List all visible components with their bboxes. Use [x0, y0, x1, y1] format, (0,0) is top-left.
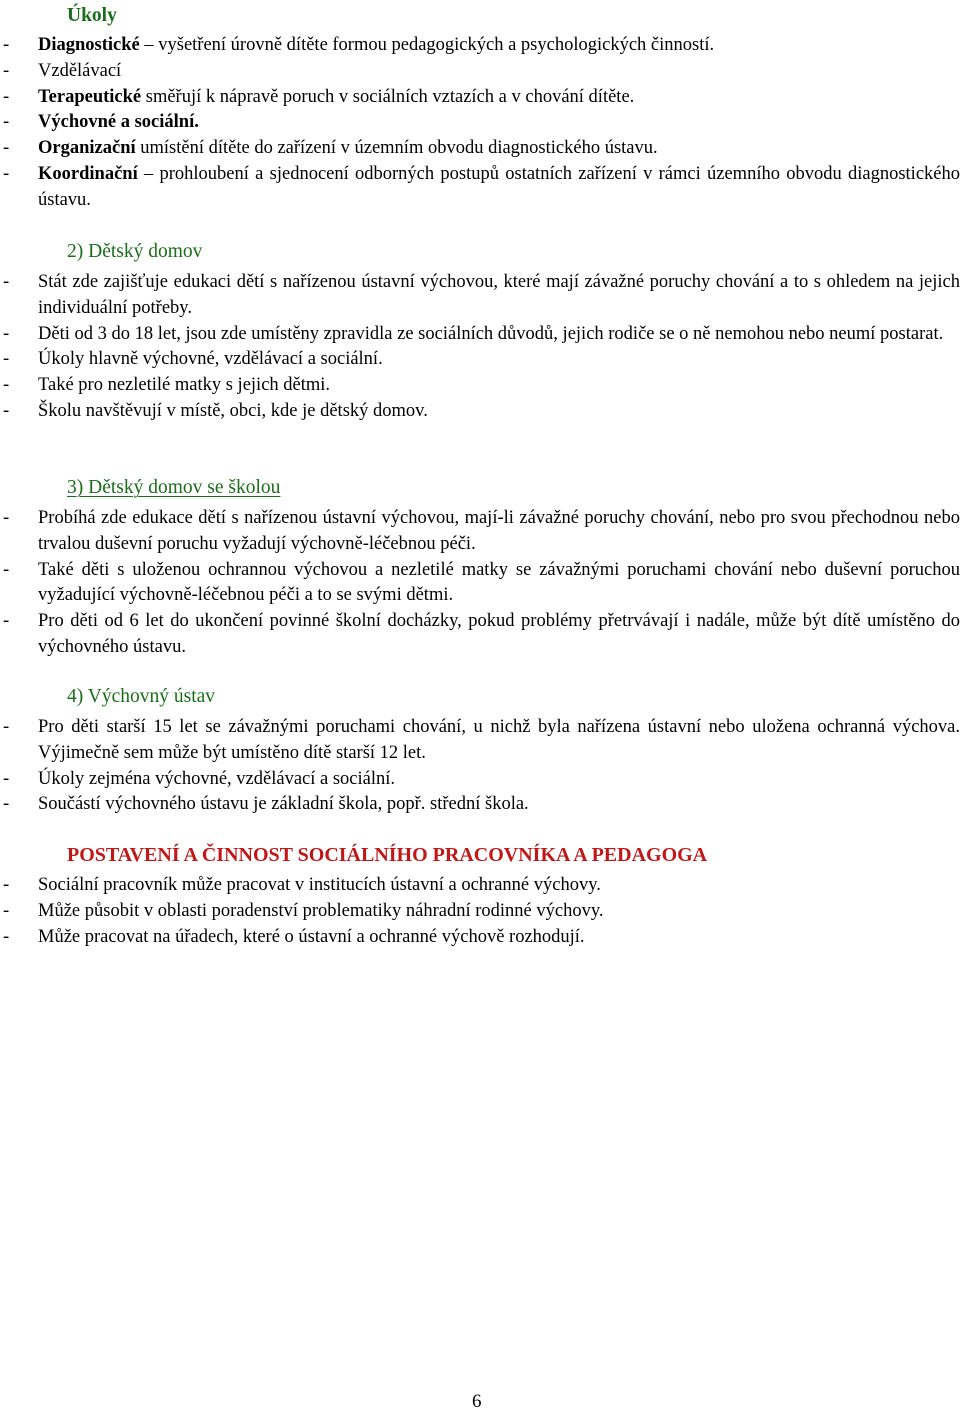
list-item: - Pro děti od 6 let do ukončení povinné školní docházky, pokud problémy přetrvávají i nadále, může být dítě umístěno do výchovného ústavu. [3, 611, 960, 657]
list-item: - Může působit v oblasti poradenství problematiky náhradní rodinné výchovy. [3, 900, 604, 921]
list-item: - Terapeutické směřují k nápravě poruch v sociálních vztazích a v chování dítěte. [3, 86, 635, 107]
list-item: - Součástí výchovného ústavu je základní škola, popř. střední škola. [3, 794, 529, 815]
list-item: - Probíhá zde edukace dětí s nařízenou ústavní výchovou, mají-li závažné poruchy chování, nebo pro svou přechodnou nebo trvalou duševní poruchu vyžadují výchovně-léčebnou péči. [3, 508, 960, 554]
list-item: - Úkoly zejména výchovné, vzdělávací a sociální. [3, 768, 396, 789]
section4-list [0, 715, 960, 818]
tasks-heading: Úkoly [67, 5, 117, 26]
list-item: - Úkoly hlavně výchovné, vzdělávací a sociální. [3, 349, 383, 370]
section2-list [0, 270, 960, 425]
list-item: - Diagnostické – vyšetření úrovně dítěte formou pedagogických a psychologických činností. [3, 35, 715, 55]
section2-heading: 2) Dětský domov [67, 241, 203, 262]
list-item: - Stát zde zajišťuje edukaci dětí s nařízenou ústavní výchovou, které mají závažné poruchy chování a to s ohledem na jejich individuální potřeby. [3, 272, 960, 318]
list-item: - Může pracovat na úřadech, které o ústavní a ochranné výchově rozhodují. [3, 926, 585, 947]
list-item: - Koordinační – prohloubení a sjednocení odborných postupů ostatních zařízení v rámci územního obvodu diagnostického ústavu. [3, 163, 960, 210]
list-item: - Organizační umístění dítěte do zařízení v územním obvodu diagnostického ústavu. [3, 138, 658, 159]
section4-heading: 4) Výchovný ústav [67, 686, 216, 707]
list-item: - Také děti s uloženou ochrannou výchovou a nezletilé matky se závažnými poruchami chování nebo duševní poruchou vyžadující výchovně-léčebnou péči a to se svými dětmi. [3, 559, 960, 606]
tasks-list [0, 33, 960, 214]
list-item: - Děti od 3 do 18 let, jsou zde umístěny zpravidla ze sociálních důvodů, jejich rodiče se o ně nemohou nebo neumí postarat. [3, 323, 944, 344]
list-item: - Také pro nezletilé matky s jejich dětmi. [3, 375, 331, 396]
list-item: - Školu navštěvují v místě, obci, kde je dětský domov. [3, 400, 428, 421]
section5-heading: POSTAVENÍ A ČINNOST SOCIÁLNÍHO PRACOVNÍKA A PEDAGOGA [67, 844, 708, 866]
list-item: - Vzdělávací [3, 60, 122, 81]
section5-list [0, 873, 960, 950]
page-number: 6 [472, 1391, 482, 1412]
list-item: - Výchovné a sociální. [3, 112, 199, 133]
section3-list [0, 506, 960, 661]
list-item: - Sociální pracovník může pracovat v institucích ústavní a ochranné výchovy. [3, 875, 601, 895]
list-item: - Pro děti starší 15 let se závažnými poruchami chování, u nichž byla nařízena ústavní nebo uložena ochranná výchova. Výjimečně sem může být umístěno dítě starší 12 let. [3, 717, 960, 763]
section3-heading: 3) Dětský domov se školou [67, 477, 281, 498]
